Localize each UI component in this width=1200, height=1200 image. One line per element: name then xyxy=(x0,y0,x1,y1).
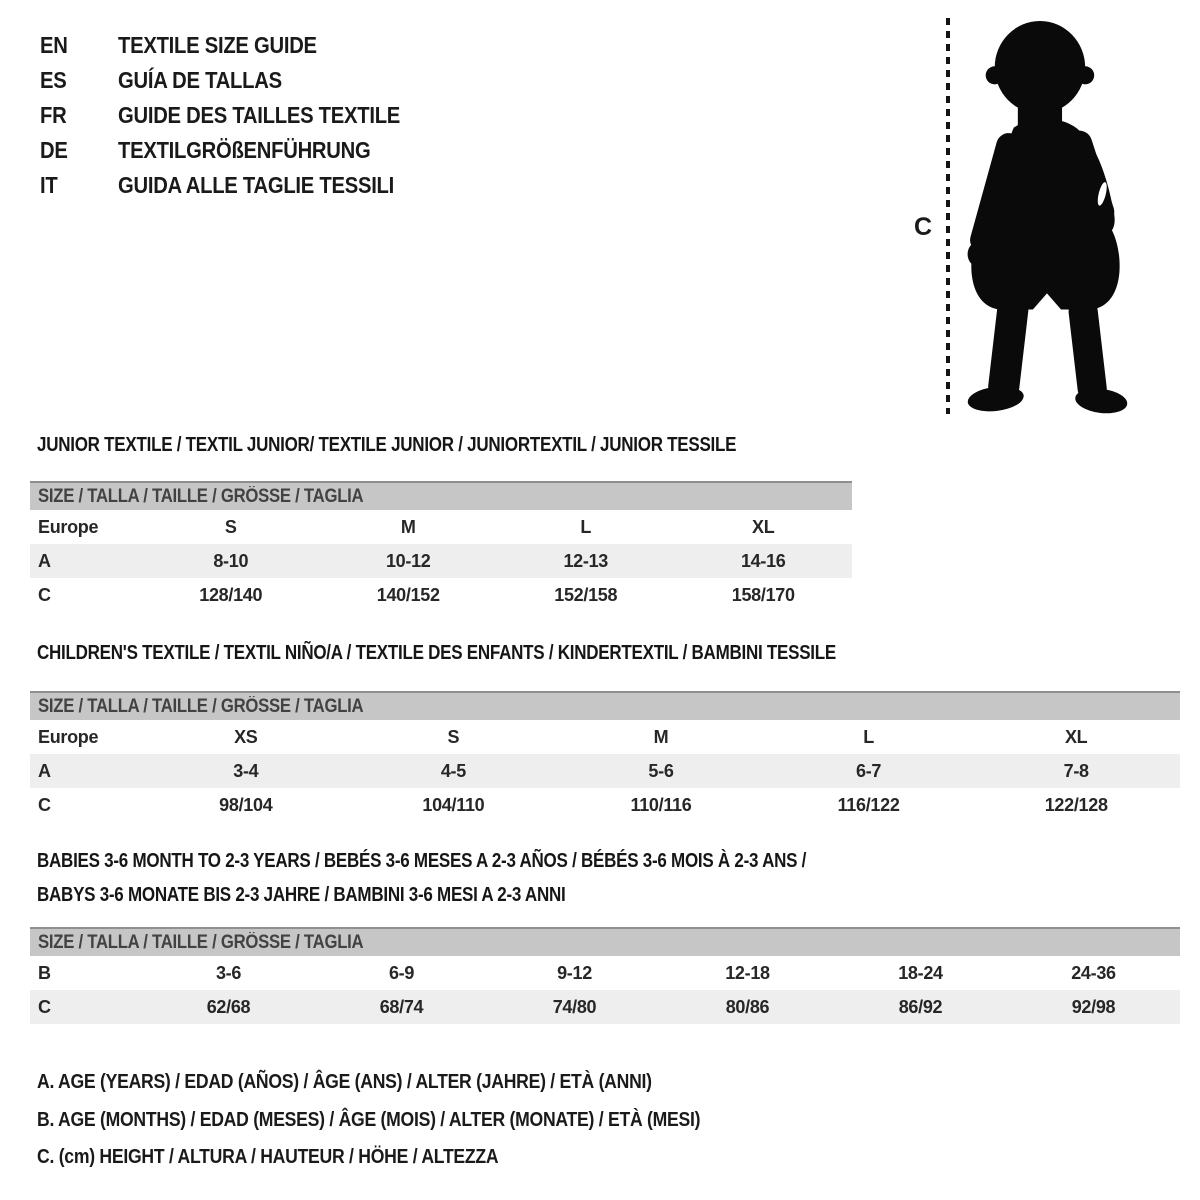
size-cell: XL xyxy=(752,516,775,537)
junior-size-table xyxy=(30,481,852,612)
size-cell: S xyxy=(447,726,460,747)
size-cell: M xyxy=(653,726,669,747)
table-row xyxy=(30,720,1180,754)
size-cell: 12-18 xyxy=(725,962,770,983)
size-cell: 9-12 xyxy=(557,962,592,983)
size-cell: 110/116 xyxy=(630,794,692,815)
size-cell: XL xyxy=(1064,726,1088,747)
language-code-text: EN xyxy=(40,32,68,58)
size-cell: 10-12 xyxy=(385,550,431,571)
junior-section-title: JUNIOR TEXTILE / TEXTIL JUNIOR/ TEXTILE JUNIOR / JUNIORTEXTIL / JUNIOR TESSILE xyxy=(37,434,737,456)
size-header-band xyxy=(30,927,1180,956)
size-cell: 12-13 xyxy=(563,550,609,571)
size-cell: 6-9 xyxy=(388,962,415,983)
guide-title xyxy=(118,67,304,94)
table-row xyxy=(30,990,1180,1024)
size-header-band-text: SIZE / TALLA / TAILLE / GRÖSSE / TAGLIA xyxy=(38,485,364,507)
footnote-text xyxy=(37,1146,561,1169)
language-code xyxy=(40,67,118,94)
guide-title xyxy=(118,102,439,129)
size-header-band-text: SIZE / TALLA / TAILLE / GRÖSSE / TAGLIA xyxy=(38,931,364,953)
size-cell: S xyxy=(224,516,237,537)
size-cell: 14-16 xyxy=(740,550,786,571)
size-cell: 68/74 xyxy=(379,996,424,1017)
footnote-text xyxy=(37,1109,791,1132)
size-cell: 8-10 xyxy=(213,550,249,571)
language-row xyxy=(40,133,439,168)
language-code xyxy=(40,137,118,164)
guide-title xyxy=(118,137,405,164)
row-label: B xyxy=(38,962,51,983)
footnote-text-text: C. (cm) HEIGHT / ALTURA / HAUTEUR / HÖHE / ALTEZZA xyxy=(37,1146,499,1169)
footnote-text-text: B. AGE (MONTHS) / EDAD (MESES) / ÂGE (MOIS) / ALTER (MONATE) / ETÀ (MESI) xyxy=(37,1108,701,1131)
footnote-text-text: A. AGE (YEARS) / EDAD (AÑOS) / ÂGE (ANS) / ALTER (JAHRE) / ETÀ (ANNI) xyxy=(37,1071,652,1094)
size-cell: XS xyxy=(234,726,258,747)
size-cell: 104/110 xyxy=(422,794,485,815)
row-label: Europe xyxy=(38,516,99,537)
language-title-list xyxy=(40,28,439,203)
size-cell: 3-4 xyxy=(233,760,259,781)
babies-size-table xyxy=(30,927,1180,1024)
table-row xyxy=(30,788,1180,822)
babies-section-title-line2: BABYS 3-6 MONATE BIS 2-3 JAHRE / BAMBINI 3-6 MESI A 2-3 ANNI xyxy=(37,884,566,906)
footnote-text xyxy=(37,1071,736,1094)
size-cell: 92/98 xyxy=(1071,996,1116,1017)
size-cell: 62/68 xyxy=(206,996,251,1017)
babies-section-title-line1: BABIES 3-6 MONTH TO 2-3 YEARS / BEBÉS 3-6 MESES A 2-3 AÑOS / BÉBÉS 3-6 MOIS À 2-3 ANS / xyxy=(37,850,807,872)
language-code xyxy=(40,172,118,199)
size-cell: 18-24 xyxy=(898,962,943,983)
size-header-band xyxy=(30,481,852,510)
size-cell: L xyxy=(580,516,592,537)
guide-title-text: GUIDA ALLE TAGLIE TESSILI xyxy=(118,172,395,198)
size-header-band-text: SIZE / TALLA / TAILLE / GRÖSSE / TAGLIA xyxy=(38,695,364,717)
footnote-line xyxy=(37,1139,791,1177)
language-code-text: DE xyxy=(40,137,68,163)
language-code xyxy=(40,102,118,129)
size-cell: 98/104 xyxy=(219,794,273,815)
table-row xyxy=(30,578,852,612)
guide-title xyxy=(118,32,344,59)
size-cell: M xyxy=(400,516,416,537)
size-cell: 4-5 xyxy=(440,760,466,781)
row-label: C xyxy=(38,996,51,1017)
size-cell: 5-6 xyxy=(648,760,674,781)
row-label: Europe xyxy=(38,726,99,747)
guide-title xyxy=(118,172,432,199)
table-row xyxy=(30,510,852,544)
language-row xyxy=(40,28,439,63)
row-label: A xyxy=(38,760,51,781)
toddler-silhouette-icon xyxy=(960,15,1144,417)
table-row xyxy=(30,956,1180,990)
children-section-title: CHILDREN'S TEXTILE / TEXTIL NIÑO/A / TEXTILE DES ENFANTS / KINDERTEXTIL / BAMBINI TESSILE xyxy=(37,642,836,664)
size-cell: 24-36 xyxy=(1071,962,1116,983)
size-cell: 74/80 xyxy=(552,996,597,1017)
guide-title-text: TEXTILE SIZE GUIDE xyxy=(118,32,317,58)
table-row xyxy=(30,544,852,578)
size-cell: 86/92 xyxy=(898,996,943,1017)
footnote-line xyxy=(37,1064,791,1102)
size-cell: 140/152 xyxy=(376,584,440,605)
language-row xyxy=(40,168,439,203)
language-code-text: FR xyxy=(40,102,67,128)
size-cell: 7-8 xyxy=(1063,760,1089,781)
row-label: C xyxy=(38,584,51,605)
size-cell: 158/170 xyxy=(731,584,795,605)
language-code xyxy=(40,32,118,59)
guide-title-text: GUÍA DE TALLAS xyxy=(118,67,282,93)
footnote-line xyxy=(37,1102,791,1140)
size-cell: 152/158 xyxy=(554,584,618,605)
guide-title-text: TEXTILGRÖßENFÜHRUNG xyxy=(118,137,371,163)
size-cell: 3-6 xyxy=(215,962,242,983)
size-cell: 6-7 xyxy=(856,760,882,781)
size-cell: L xyxy=(863,726,874,747)
size-cell: 116/122 xyxy=(837,794,900,815)
size-cell: 80/86 xyxy=(725,996,770,1017)
language-code-text: ES xyxy=(40,67,67,93)
row-label: C xyxy=(38,794,51,815)
height-measure-label: C xyxy=(914,213,933,241)
children-size-table xyxy=(30,691,1180,822)
guide-title-text: GUIDE DES TAILLES TEXTILE xyxy=(118,102,401,128)
row-label: A xyxy=(38,550,51,571)
table-row xyxy=(30,754,1180,788)
language-row xyxy=(40,63,439,98)
height-measure-dashed-line xyxy=(946,18,950,414)
size-header-band xyxy=(30,691,1180,720)
size-cell: 122/128 xyxy=(1044,794,1108,815)
footnote-list xyxy=(37,1064,791,1177)
size-cell: 128/140 xyxy=(199,584,263,605)
language-code-text: IT xyxy=(40,172,58,198)
language-row xyxy=(40,98,439,133)
